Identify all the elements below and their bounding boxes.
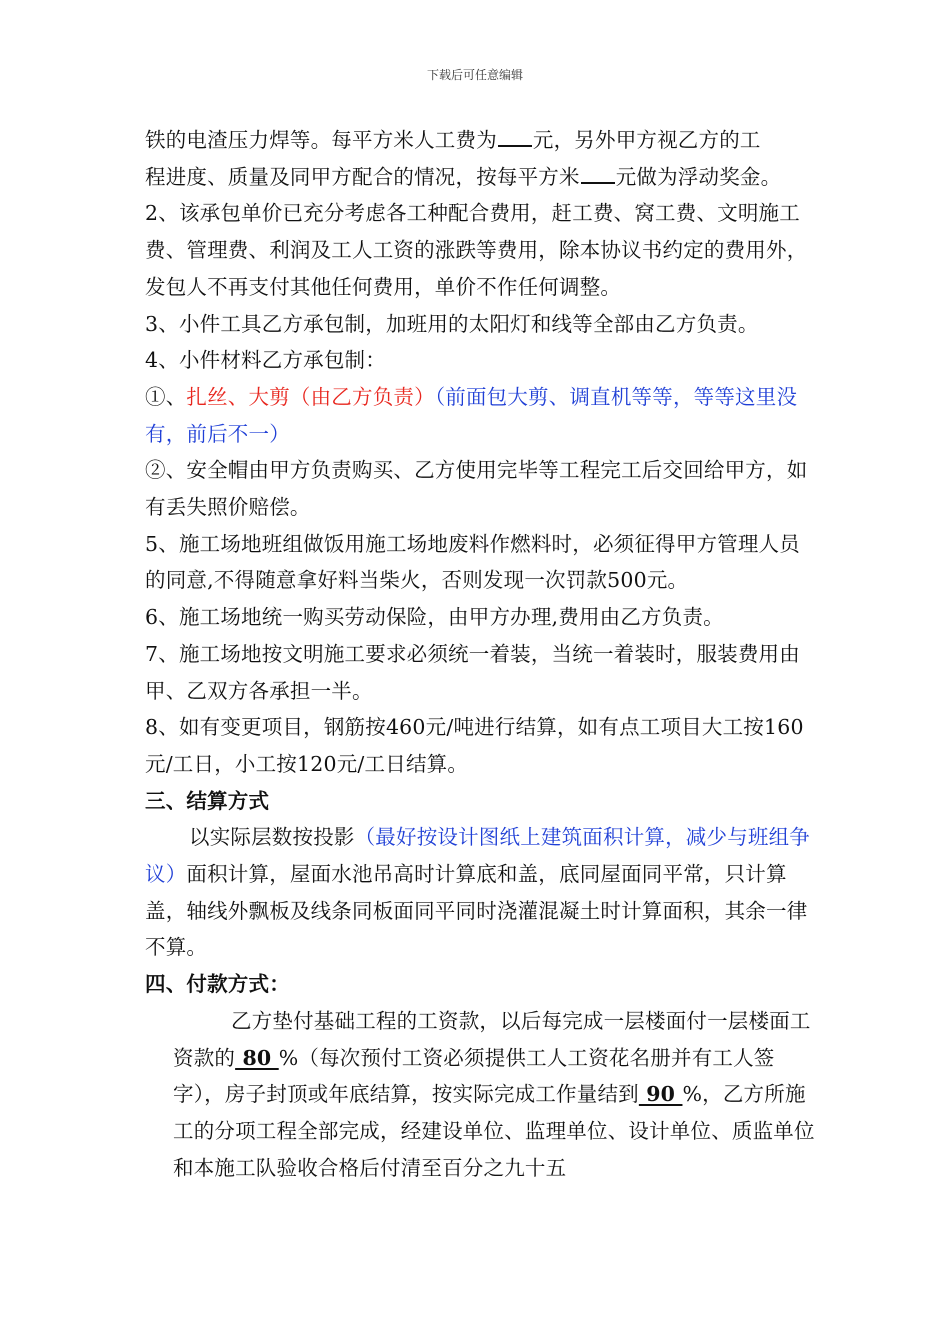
para-4-1 <box>145 379 815 452</box>
document-body <box>145 122 815 1186</box>
para-10 <box>173 1003 815 1187</box>
para-10-block <box>145 1003 815 1187</box>
para-1 <box>145 122 815 195</box>
blank-field <box>581 162 615 184</box>
red-annotation: 扎丝、大剪（由乙方负责） <box>186 384 435 409</box>
para-10-text-a: 乙方垫付基础工程的工资款，以后每完成一层楼面付一层楼面工资款的 <box>173 1008 811 1070</box>
para-1-text-a: 铁的电渣压力焊等。每平方米人工费为 <box>145 128 497 152</box>
para-6: 6、施工场地统一购买劳动保险，由甲方办理,费用由乙方负责。 <box>145 605 724 630</box>
para-4: 4、小件材料乙方承包制： <box>145 348 386 373</box>
blue-annotation: （前面包大剪、调直机等等，等等这里没有，前后不一） <box>145 384 798 446</box>
heading-payment: 四、付款方式： <box>145 972 290 997</box>
para-4-2: ②、安全帽由甲方负责购买、乙方使用完毕等工程完工后交回给甲方，如有丢失照价赔偿。 <box>145 458 808 520</box>
para-7: 7、施工场地按文明施工要求必须统一着装，当统一着装时，服装费用由甲、乙双方各承担一半。 <box>145 641 800 703</box>
para-9-text-b: 面积计算，屋面水池吊高时计算底和盖，底同屋面同平常，只计算盖，轴线外飘板及线条同板面同平同时浇灌混凝土时计算面积，其余一律不算。 <box>145 862 808 960</box>
para-8: 8、如有变更项目，钢筋按460元/吨进行结算，如有点工项目大工按160元/工日，小工按120元/工日结算。 <box>145 715 804 776</box>
para-9 <box>145 819 815 966</box>
percent-value-2: 90 <box>638 1082 683 1107</box>
para-9-text-a: 以实际层数按投影 <box>189 825 355 850</box>
blue-annotation: （最好按设计图纸上建筑面积计算，减少与班组争议） <box>145 825 811 887</box>
heading-settlement: 三、结算方式 <box>145 788 270 813</box>
para-10-text-c: %，乙方所施工的分项工程全部完成，经建设单位、监理单位、设计单位、质监单位和本施工队验收合格后付清至百分之九十五 <box>173 1082 815 1180</box>
percent-value-1: 80 <box>235 1045 279 1070</box>
para-5: 5、施工场地班组做饭用施工场地废料作燃料时，必须征得甲方管理人员的同意,不得随意拿好料当柴火，否则发现一次罚款500元。 <box>145 531 800 593</box>
blank-field <box>498 125 532 147</box>
para-1-text-b: 元，另外甲方视乙方的工 <box>532 128 761 152</box>
para-2: 2、该承包单价已充分考虑各工种配合费用，赶工费、窝工费、文明施工费、管理费、利润及工人工资的涨跌等费用，除本协议书约定的费用外，发包人不再支付其他任何费用，单价不作任何调整。 <box>145 201 808 299</box>
para-3: 3、小件工具乙方承包制，加班用的太阳灯和线等全部由乙方负责。 <box>145 311 759 336</box>
page-header: 下载后可任意编辑 <box>426 68 523 82</box>
para-10-text-b: %（每次预付工资必须提供工人工资花名册并有工人签字），房子封顶或年底结算，按实际完成工作量结到 <box>173 1045 775 1107</box>
para-4-1-prefix: ①、 <box>145 384 187 409</box>
para-1-text-d: 元做为浮动奖金。 <box>615 164 782 189</box>
para-1-text-c: 程进度、质量及同甲方配合的情况，按每平方米 <box>145 164 580 189</box>
